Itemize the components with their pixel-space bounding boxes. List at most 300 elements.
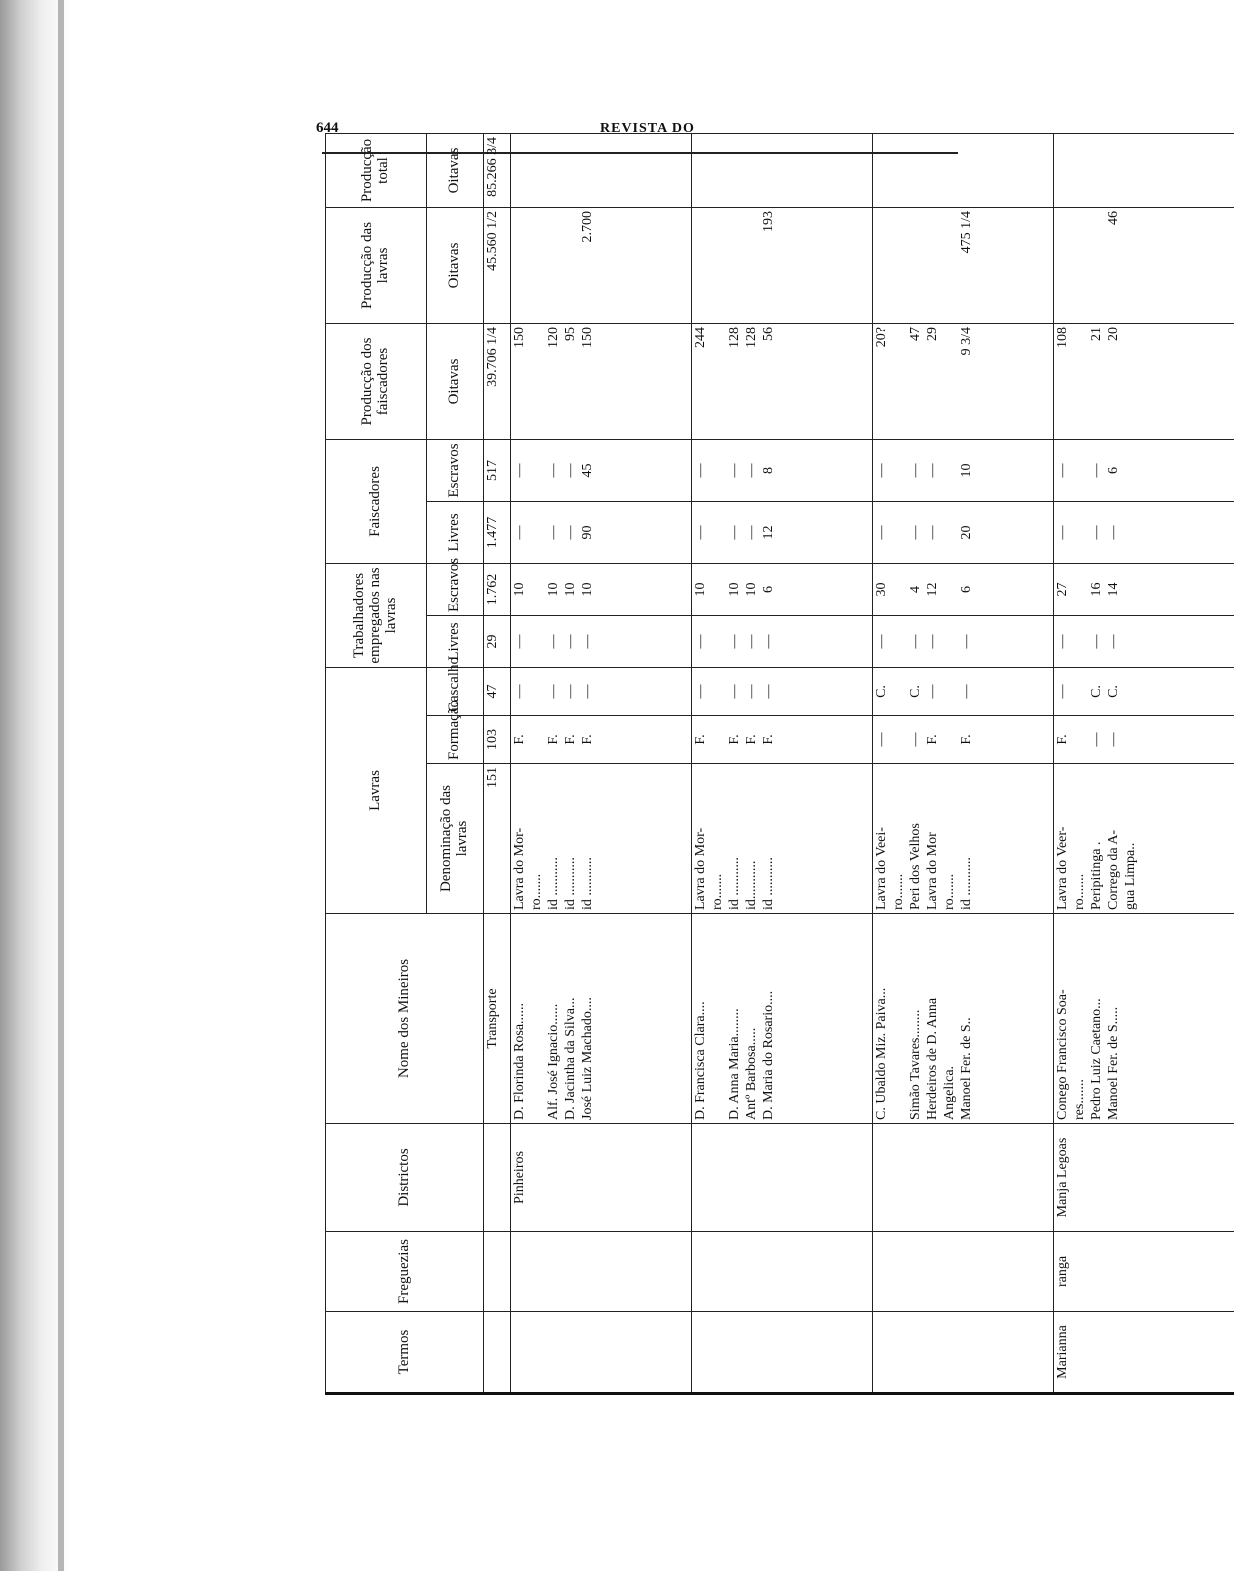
transport-prod-faisc: 39.706 1/4	[484, 323, 511, 439]
prod-lavras-line	[1073, 211, 1090, 320]
prod-lavras-line	[745, 211, 762, 320]
faisc-livres-line: 12	[761, 525, 776, 540]
trab-escravos-line: 16	[1089, 582, 1104, 597]
nome-line: José Luiz Machado....	[580, 997, 595, 1120]
faisc-escravos-cell	[692, 439, 873, 501]
trab-livres-line: —	[512, 634, 527, 649]
prod-lavras-line	[875, 211, 892, 320]
trab-escravos-line: 6	[959, 586, 974, 593]
prod-total-line	[728, 137, 745, 204]
prod-lavras-cell	[873, 207, 1054, 323]
formacao-line: F.	[512, 734, 527, 745]
cascalho-line: C.	[908, 685, 923, 698]
denominacao-line: ro.......	[891, 873, 906, 910]
header-nome: Nome dos Mineiros	[326, 914, 484, 1124]
nome-line: D. Maria do Rosario....	[761, 990, 776, 1120]
formacao-line: —	[908, 732, 923, 747]
denominacao-line: id ...........	[563, 857, 578, 910]
prod-total-cell	[1054, 133, 1234, 207]
trab-livres-cell	[511, 616, 692, 668]
formacao-cell	[511, 716, 692, 764]
cascalho-line: —	[925, 684, 940, 699]
prod-total-line	[909, 137, 926, 204]
nome-cell	[873, 914, 1054, 1124]
faisc-livres-line	[943, 505, 960, 560]
nome-line: C. Ubaldo Miz. Paiva...	[874, 987, 889, 1120]
header-freguezias: Freguezias	[326, 1232, 484, 1312]
formacao-line: F.	[761, 734, 776, 745]
termo-cell	[692, 1312, 873, 1394]
header-lavras: Lavras	[326, 668, 427, 914]
faisc-livres-line: —	[693, 525, 708, 540]
freguezia-cell: ranga	[1054, 1232, 1234, 1312]
trab-livres-line: —	[761, 634, 776, 649]
cascalho-line	[892, 671, 909, 712]
nome-line: Simão Tavares........	[908, 1009, 923, 1120]
termo-cell: Marianna	[1054, 1312, 1234, 1394]
freguezia-cell	[692, 1232, 873, 1312]
prod-faisc-cell	[1054, 323, 1234, 439]
trab-livres-line: —	[727, 634, 742, 649]
cascalho-cell	[511, 668, 692, 716]
trab-livres-line: —	[1055, 634, 1070, 649]
faisc-livres-cell	[1054, 501, 1234, 563]
trab-escravos-line: 10	[546, 582, 561, 597]
denominacao-line: ro.......	[942, 873, 957, 910]
faisc-livres-line	[530, 505, 547, 560]
formacao-line: F.	[744, 734, 759, 745]
trab-escravos-line: 6	[761, 586, 776, 593]
trab-escravos-line	[711, 567, 728, 612]
nome-line: D. Florinda Rosa......	[512, 1002, 527, 1120]
header-prod-total: Producção total	[326, 133, 427, 207]
nome-line: Herdeiros de D. Anna	[925, 997, 940, 1120]
trab-livres-line	[892, 619, 909, 664]
termo-cell	[511, 1312, 692, 1394]
prod-faisc-line	[711, 327, 728, 436]
cascalho-line: —	[761, 684, 776, 699]
header-trab-livres: Livres	[427, 616, 484, 668]
trab-escravos-line	[1073, 567, 1090, 612]
cascalho-cell	[873, 668, 1054, 716]
page-binding-line	[58, 0, 64, 1571]
denominacao-line: Lavra do Mor-	[693, 827, 708, 910]
trab-livres-line: —	[959, 634, 974, 649]
prod-total-line	[960, 137, 977, 204]
prod-lavras-line	[943, 211, 960, 320]
cascalho-line: C.	[1106, 685, 1121, 698]
nome-cell	[1054, 914, 1234, 1124]
prod-lavras-cell	[692, 207, 873, 323]
header-denominacao: Denominação das lavras	[427, 764, 484, 914]
faisc-escravos-line	[892, 443, 909, 498]
formacao-line	[943, 719, 960, 760]
faisc-escravos-line: 6	[1106, 466, 1121, 474]
nome-line	[530, 917, 547, 1120]
cascalho-line	[943, 671, 960, 712]
prod-lavras-line	[694, 211, 711, 320]
cascalho-line: —	[580, 684, 595, 699]
nome-line: Pedro Luiz Caetano...	[1089, 998, 1104, 1120]
transport-cascalho: 47	[484, 668, 511, 716]
rotated-table-container	[325, 135, 1138, 1395]
prod-lavras-line	[530, 211, 547, 320]
faisc-livres-line: —	[874, 525, 889, 540]
trab-escravos-line	[892, 567, 909, 612]
denominacao-line: id ...........	[580, 857, 595, 910]
termo-cell	[873, 1312, 1054, 1394]
faisc-livres-line: —	[908, 525, 923, 540]
cascalho-line: —	[727, 684, 742, 699]
faisc-escravos-line	[530, 443, 547, 498]
faisc-escravos-line: —	[727, 463, 742, 478]
header-trab-escravos: Escravos	[427, 563, 484, 615]
prod-faisc-line: 9 3/4	[959, 326, 974, 356]
prod-total-line	[581, 137, 598, 204]
formacao-line: F.	[580, 734, 595, 745]
faisc-escravos-line: —	[744, 463, 759, 478]
prod-faisc-cell	[873, 323, 1054, 439]
trab-livres-line: —	[563, 634, 578, 649]
prod-faisc-line: 244	[693, 326, 708, 348]
prod-lavras-line	[909, 211, 926, 320]
nome-cell	[511, 914, 692, 1124]
denominacao-line: Peri dos Velhos	[908, 823, 923, 910]
cascalho-line: —	[959, 684, 974, 699]
prod-faisc-cell	[692, 323, 873, 439]
prod-lavras-line: 46	[1106, 210, 1121, 225]
denominacao-cell	[692, 764, 873, 914]
trab-livres-line: —	[546, 634, 561, 649]
faisc-escravos-line: —	[1089, 463, 1104, 478]
transport-prod-total: 85.266 3/4	[484, 133, 511, 207]
faisc-escravos-line: 10	[959, 463, 974, 478]
header-termos: Termos	[326, 1312, 484, 1394]
trab-livres-line: —	[925, 634, 940, 649]
formacao-line: F.	[563, 734, 578, 745]
transport-formacao: 103	[484, 716, 511, 764]
denominacao-cell	[511, 764, 692, 914]
nome-line: Antº Barbosa.....	[744, 1027, 759, 1120]
cascalho-line	[711, 671, 728, 712]
cascalho-line: —	[546, 684, 561, 699]
denominacao-line: id ...........	[727, 857, 742, 910]
faisc-escravos-line: —	[563, 463, 578, 478]
transport-prod-lavras: 45.560 1/2	[484, 207, 511, 323]
formacao-line: F.	[727, 734, 742, 745]
running-head: REVISTA DO	[600, 121, 695, 136]
faisc-livres-line: 90	[580, 525, 595, 540]
prod-total-line	[926, 137, 943, 204]
denominacao-line: Lavra do Veei-	[874, 827, 889, 910]
trab-escravos-line: 27	[1055, 582, 1070, 597]
faisc-livres-line: —	[925, 525, 940, 540]
header-districtos: Districtos	[326, 1124, 484, 1232]
trab-livres-line: —	[908, 634, 923, 649]
denominacao-line: ro.......	[1072, 873, 1087, 910]
denominacao-line: ro.......	[710, 873, 725, 910]
cascalho-line	[530, 671, 547, 712]
prod-total-line	[711, 137, 728, 204]
faisc-escravos-line	[1073, 443, 1090, 498]
nome-line: D. Anna Maria........	[727, 1008, 742, 1120]
prod-faisc-line: 150	[580, 326, 595, 348]
header-prod-lavras: Producção das lavras	[326, 207, 427, 323]
table-body	[484, 133, 1234, 1393]
trab-livres-line: —	[1106, 634, 1121, 649]
cascalho-line: —	[693, 684, 708, 699]
faisc-livres-cell	[873, 501, 1054, 563]
prod-faisc-line: 128	[727, 326, 742, 348]
mining-production-table	[325, 133, 1234, 1395]
faisc-escravos-line	[711, 443, 728, 498]
prod-total-line	[1090, 137, 1107, 204]
prod-total-line	[547, 137, 564, 204]
nome-line: D. Francisca Clara....	[693, 1001, 708, 1120]
prod-total-cell	[692, 133, 873, 207]
cascalho-line: C.	[1089, 685, 1104, 698]
prod-lavras-line	[1090, 211, 1107, 320]
nome-line: Manoel Fer. de S..	[959, 1017, 974, 1120]
districto-cell: Manja Legoas	[1054, 1124, 1234, 1232]
formacao-line: F.	[925, 734, 940, 745]
trab-escravos-line	[943, 567, 960, 612]
faisc-escravos-line	[943, 443, 960, 498]
faisc-escravos-line: —	[1055, 463, 1070, 478]
denominacao-line: Lavra do Mor	[925, 832, 940, 910]
formacao-cell	[1054, 716, 1234, 764]
prod-total-line	[875, 137, 892, 204]
prod-lavras-line	[892, 211, 909, 320]
faisc-escravos-line: —	[693, 463, 708, 478]
faisc-livres-line: —	[512, 525, 527, 540]
trab-livres-line: —	[744, 634, 759, 649]
denominacao-line: id ...........	[546, 857, 561, 910]
cascalho-cell	[692, 668, 873, 716]
faisc-escravos-line: —	[925, 463, 940, 478]
formacao-cell	[692, 716, 873, 764]
trab-escravos-line: 14	[1106, 582, 1121, 597]
formacao-line: F.	[693, 734, 708, 745]
prod-faisc-line: 150	[512, 326, 527, 348]
formacao-line: F.	[546, 734, 561, 745]
trab-livres-line: —	[874, 634, 889, 649]
header-faisc-escravos: Escravos	[427, 439, 484, 501]
transport-denom: 151	[484, 764, 511, 914]
cascalho-line: —	[563, 684, 578, 699]
prod-lavras-line	[564, 211, 581, 320]
trab-livres-line: —	[580, 634, 595, 649]
transport-label: Transporte	[484, 914, 511, 1124]
prod-faisc-line	[1073, 327, 1090, 436]
prod-total-line	[1056, 137, 1073, 204]
trab-escravos-line: 30	[874, 582, 889, 597]
faisc-escravos-line: —	[874, 463, 889, 478]
page-number: 644	[316, 120, 339, 136]
faisc-livres-line: —	[1106, 525, 1121, 540]
prod-total-line	[762, 137, 779, 204]
prod-total-line	[694, 137, 711, 204]
prod-total-line	[564, 137, 581, 204]
denominacao-cell	[1054, 764, 1234, 914]
cascalho-line	[1073, 671, 1090, 712]
prod-faisc-line: 56	[761, 326, 776, 341]
trab-livres-line: —	[693, 634, 708, 649]
trab-escravos-line: 12	[925, 582, 940, 597]
denominacao-cell	[873, 764, 1054, 914]
faisc-escravos-line: —	[908, 463, 923, 478]
header-trab-empregados: Trabalhadores empregados nas lavras	[326, 563, 427, 667]
faisc-livres-line: —	[1055, 525, 1070, 540]
header-prod-faiscadores: Producção dos faiscadores	[326, 323, 427, 439]
trab-livres-cell	[873, 616, 1054, 668]
prod-faisc-line: 20	[1106, 326, 1121, 341]
trab-escravos-cell	[1054, 563, 1234, 615]
prod-faisc-line: 29	[925, 326, 940, 341]
prod-faisc-line: 47	[908, 326, 923, 341]
prod-total-line	[1073, 137, 1090, 204]
denominacao-line: Lavra do Veer-	[1055, 826, 1070, 910]
prod-lavras-line	[728, 211, 745, 320]
table-header	[326, 133, 484, 1393]
group-row	[692, 133, 873, 1393]
trab-livres-line: —	[1089, 634, 1104, 649]
faisc-livres-line	[711, 505, 728, 560]
prod-total-line	[745, 137, 762, 204]
prod-total-line	[943, 137, 960, 204]
prod-lavras-line: 475 1/4	[959, 210, 974, 254]
prod-lavras-line: 193	[761, 210, 776, 232]
header-faiscadores: Faiscadores	[326, 439, 427, 563]
cascalho-line: —	[1055, 684, 1070, 699]
faisc-livres-cell	[511, 501, 692, 563]
transport-faisc-livres: 1.477	[484, 501, 511, 563]
cascalho-line: C.	[874, 685, 889, 698]
prod-faisc-line: 20?	[874, 326, 889, 348]
trab-livres-line	[943, 619, 960, 664]
nome-line: Manoel Fer. de S.....	[1106, 1006, 1121, 1120]
formacao-line: —	[1089, 732, 1104, 747]
faisc-escravos-cell	[511, 439, 692, 501]
trab-escravos-line: 10	[744, 582, 759, 597]
formacao-line: —	[874, 732, 889, 747]
freguezia-cell	[873, 1232, 1054, 1312]
denominacao-line: ro.......	[529, 873, 544, 910]
faisc-escravos-line: 45	[580, 463, 595, 478]
header-oitavas-total: Oitavas	[427, 133, 484, 207]
formacao-line	[711, 719, 728, 760]
prod-total-cell	[511, 133, 692, 207]
prod-faisc-line: 108	[1055, 326, 1070, 348]
prod-lavras-line	[1056, 211, 1073, 320]
nome-line	[711, 917, 728, 1120]
faisc-livres-line	[892, 505, 909, 560]
formacao-line: F.	[1055, 734, 1070, 745]
districto-cell	[692, 1124, 873, 1232]
formacao-line	[530, 719, 547, 760]
faisc-livres-line: —	[563, 525, 578, 540]
header-formacao: Formação	[427, 716, 484, 764]
districto-cell: Pinheiros	[511, 1124, 692, 1232]
denominacao-line: id ...........	[959, 857, 974, 910]
denominacao-line: id...........	[744, 860, 759, 910]
prod-total-cell	[873, 133, 1054, 207]
prod-faisc-line: 21	[1089, 326, 1104, 341]
transport-trab-livres: 29	[484, 616, 511, 668]
freguezia-cell	[511, 1232, 692, 1312]
faisc-livres-line: —	[546, 525, 561, 540]
prod-faisc-cell	[511, 323, 692, 439]
nome-line: D. Jacintha da Silva...	[563, 997, 578, 1120]
header-oitavas-lavras: Oitavas	[427, 207, 484, 323]
prod-total-line	[892, 137, 909, 204]
trab-escravos-line: 10	[580, 582, 595, 597]
header-oitavas-faisc: Oitavas	[427, 323, 484, 439]
denominacao-line: id ...........	[761, 857, 776, 910]
faisc-escravos-cell	[873, 439, 1054, 501]
prod-faisc-line: 95	[563, 326, 578, 341]
nome-cell	[692, 914, 873, 1124]
trab-escravos-cell	[873, 563, 1054, 615]
prod-total-line	[513, 137, 530, 204]
trab-escravos-line: 10	[563, 582, 578, 597]
transport-freguezia	[484, 1232, 511, 1312]
prod-faisc-line: 128	[744, 326, 759, 348]
faisc-escravos-line: —	[546, 463, 561, 478]
prod-faisc-line	[892, 327, 909, 436]
formacao-line	[892, 719, 909, 760]
trab-escravos-line: 10	[693, 582, 708, 597]
nome-line: Conego Francisco Soa-	[1055, 989, 1070, 1120]
nome-line: Angelica.	[942, 1065, 957, 1120]
header-cascalho: Cascalho	[427, 668, 484, 716]
faisc-livres-cell	[692, 501, 873, 563]
prod-total-line	[530, 137, 547, 204]
trab-livres-line	[711, 619, 728, 664]
faisc-livres-line: 20	[959, 525, 974, 540]
transport-row	[484, 133, 511, 1393]
districto-cell	[873, 1124, 1054, 1232]
transport-termo	[484, 1312, 511, 1394]
trab-escravos-line	[530, 567, 547, 612]
cascalho-line: —	[744, 684, 759, 699]
faisc-livres-line: —	[1089, 525, 1104, 540]
group-row	[511, 133, 692, 1393]
group-row	[873, 133, 1054, 1393]
trab-livres-cell	[692, 616, 873, 668]
prod-lavras-line	[926, 211, 943, 320]
faisc-livres-line	[1073, 505, 1090, 560]
trab-livres-line	[530, 619, 547, 664]
denominacao-line: Lavra do Mor-	[512, 827, 527, 910]
trab-escravos-line: 10	[512, 582, 527, 597]
faisc-escravos-line: —	[512, 463, 527, 478]
trab-escravos-line: 10	[727, 582, 742, 597]
trab-livres-line	[1073, 619, 1090, 664]
prod-faisc-line	[943, 327, 960, 436]
denominacao-line: Peripitinga .	[1089, 841, 1104, 910]
formacao-line	[1073, 719, 1090, 760]
faisc-livres-line: —	[744, 525, 759, 540]
group-row	[1054, 133, 1234, 1393]
prod-lavras-cell	[1054, 207, 1234, 323]
denominacao-line: gua Limpa..	[1123, 842, 1138, 910]
transport-districto	[484, 1124, 511, 1232]
cascalho-line: —	[512, 684, 527, 699]
nome-line: Alf. José Ignacio......	[546, 1003, 561, 1120]
prod-lavras-line	[513, 211, 530, 320]
formacao-line: F.	[959, 734, 974, 745]
